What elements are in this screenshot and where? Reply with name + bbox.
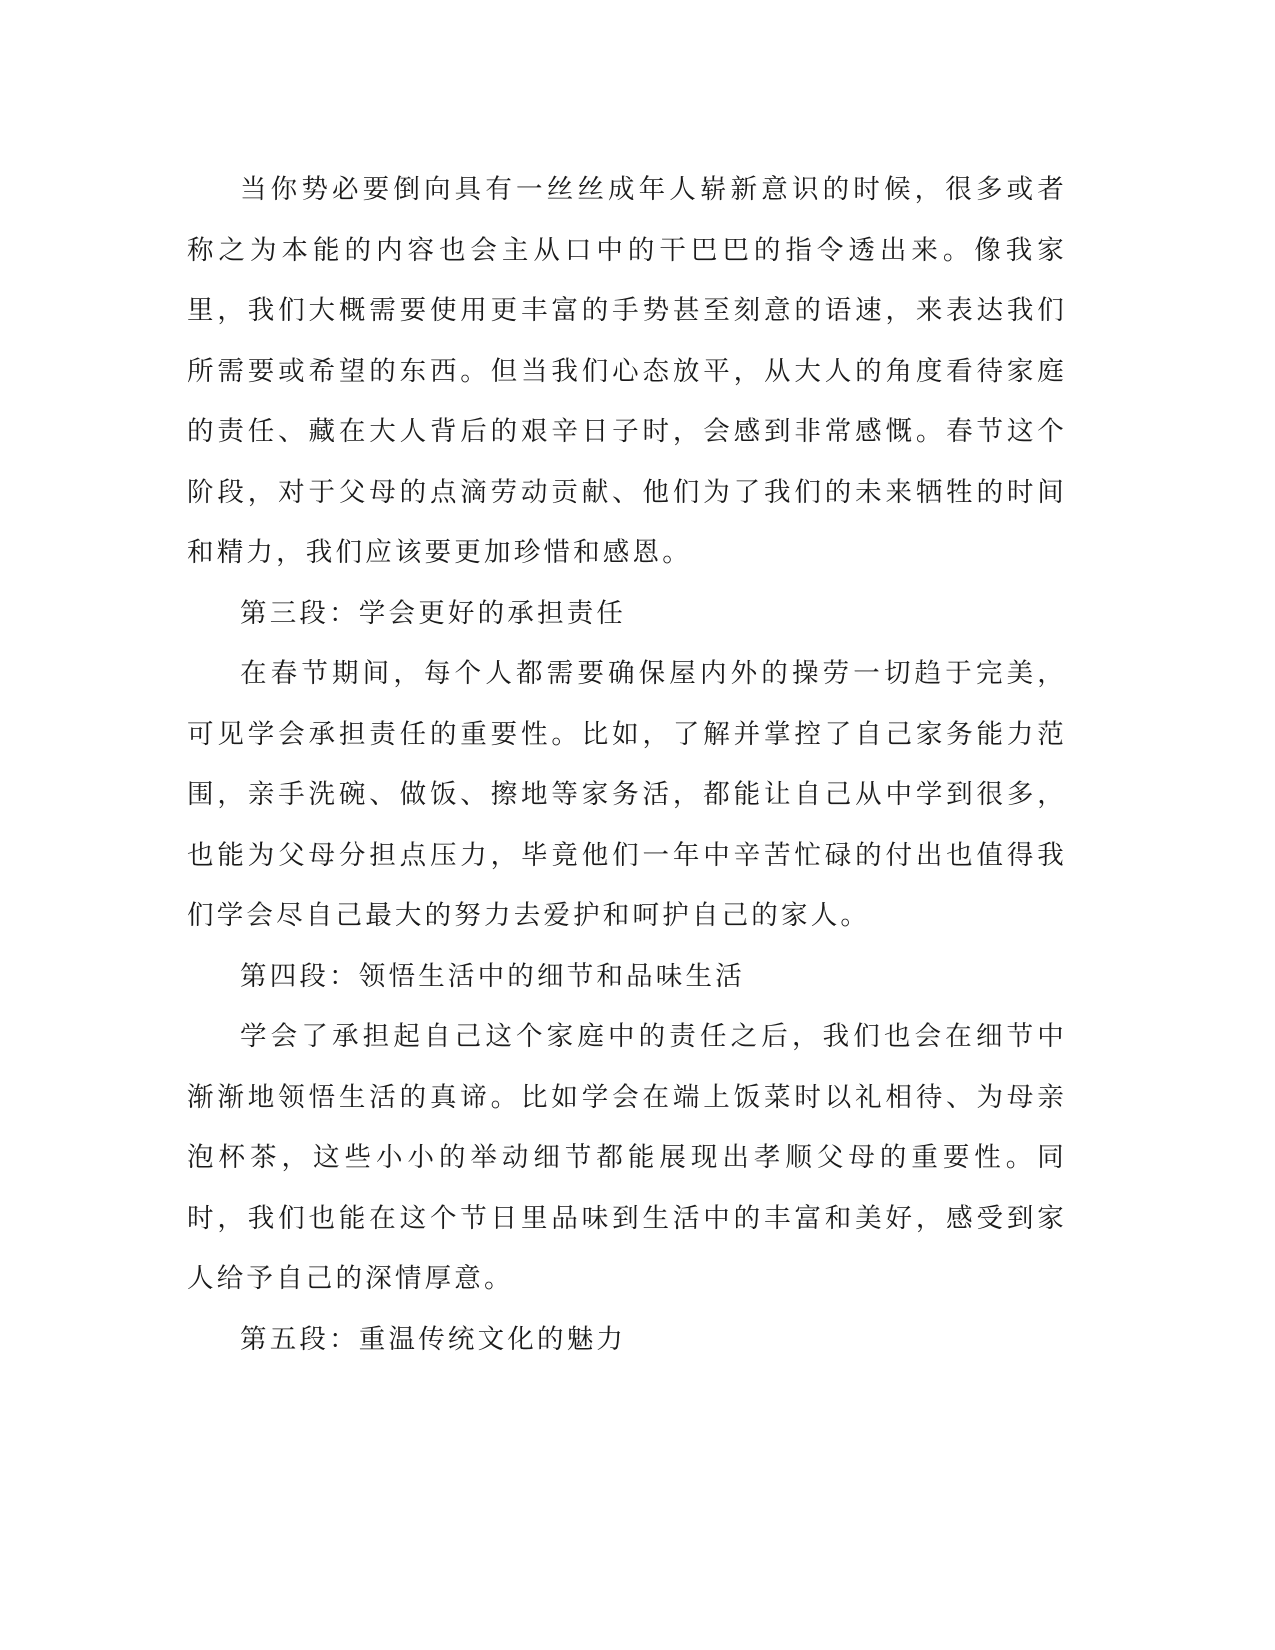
section-heading-5: 第五段：重温传统文化的魅力 (240, 1323, 627, 1355)
section-heading-3: 第三段：学会更好的承担责任 (240, 597, 627, 629)
section-heading-4: 第四段：领悟生活中的细节和品味生活 (240, 960, 745, 992)
paragraph-family-responsibility: 当你势必要倒向具有一丝丝成年人崭新意识的时候，很多或者称之为本能的内容也会主从口中的干巴巴的指令透出来。像我家里，我们大概需要使用更丰富的手势甚至刻意的语速，来表达我们所需要或希望的东西。但当我们心态放平，从大人的角度看待家庭的责任、藏在大人背后的艰辛日子时，会感到非常感慨。春节这个阶段，对于父母的点滴劳动贡献、他们为了我们的未来牺牲的时间和精力，我们应该要更加珍惜和感恩。 (187, 174, 1067, 568)
document-body (187, 160, 1067, 1370)
paragraph-taking-responsibility: 在春节期间，每个人都需要确保屋内外的操劳一切趋于完美，可见学会承担责任的重要性。比如，了解并掌控了自己家务能力范围，亲手洗碗、做饭、擦地等家务活，都能让自己从中学到很多，也能为父母分担点压力，毕竟他们一年中辛苦忙碌的付出也值得我们学会尽自己最大的努力去爱护和呵护自己的家人。 (187, 658, 1067, 931)
paragraph-life-details: 学会了承担起自己这个家庭中的责任之后，我们也会在细节中渐渐地领悟生活的真谛。比如学会在端上饭菜时以礼相待、为母亲泡杯茶，这些小小的举动细节都能展现出孝顺父母的重要性。同时，我们也能在这个节日里品味到生活中的丰富和美好，感受到家人给予自己的深情厚意。 (187, 1021, 1067, 1294)
